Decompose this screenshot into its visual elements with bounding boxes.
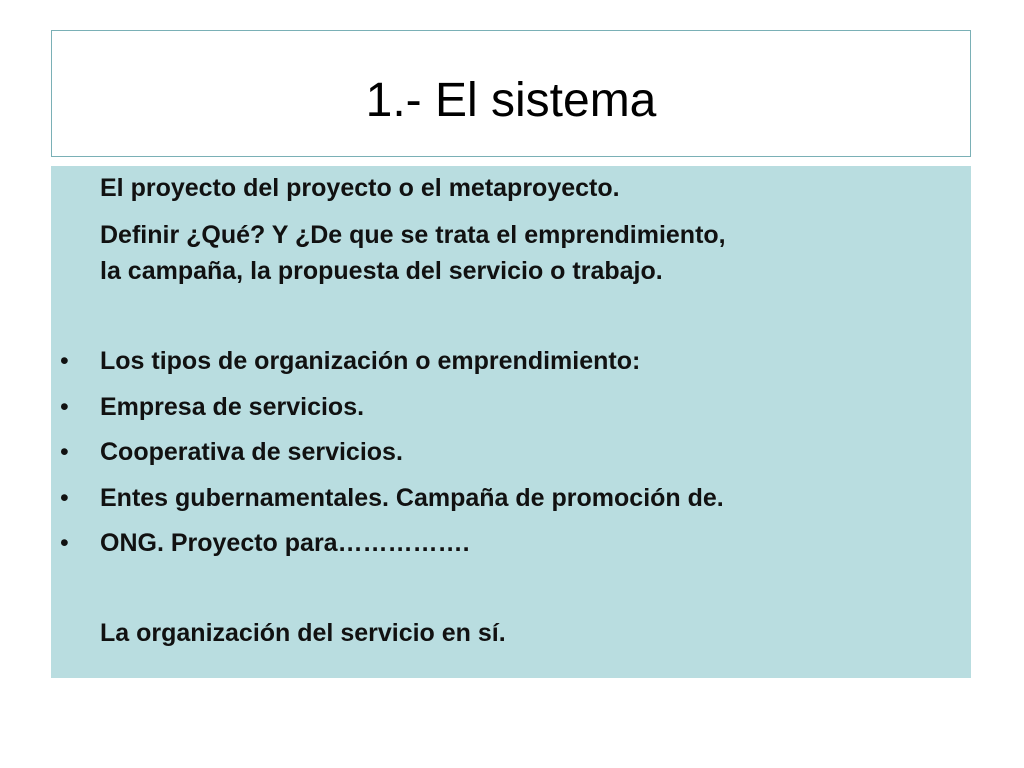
bullet-marker: •: [60, 393, 69, 421]
bullet-marker: •: [60, 347, 69, 375]
bullet-text: Empresa de servicios.: [100, 393, 365, 421]
bullet-marker: •: [60, 484, 69, 512]
bullet-text: ONG. Proyecto para…………….: [100, 529, 470, 557]
bullet-text: Cooperativa de servicios.: [100, 438, 403, 466]
slide-title: 1.- El sistema: [365, 74, 657, 127]
intro-line-2: Definir ¿Qué? Y ¿De que se trata el emprendimiento,: [100, 221, 726, 249]
intro-line-1: El proyecto del proyecto o el metaproyecto.: [100, 174, 620, 202]
intro-line-3: la campaña, la propuesta del servicio o trabajo.: [100, 257, 663, 285]
bullet-marker: •: [60, 529, 69, 557]
closing-line: La organización del servicio en sí.: [100, 619, 506, 647]
bullet-text: Los tipos de organización o emprendimiento:: [100, 347, 641, 375]
bullet-text: Entes gubernamentales. Campaña de promoción de.: [100, 484, 724, 512]
title-box: [51, 30, 971, 157]
bullet-marker: •: [60, 438, 69, 466]
